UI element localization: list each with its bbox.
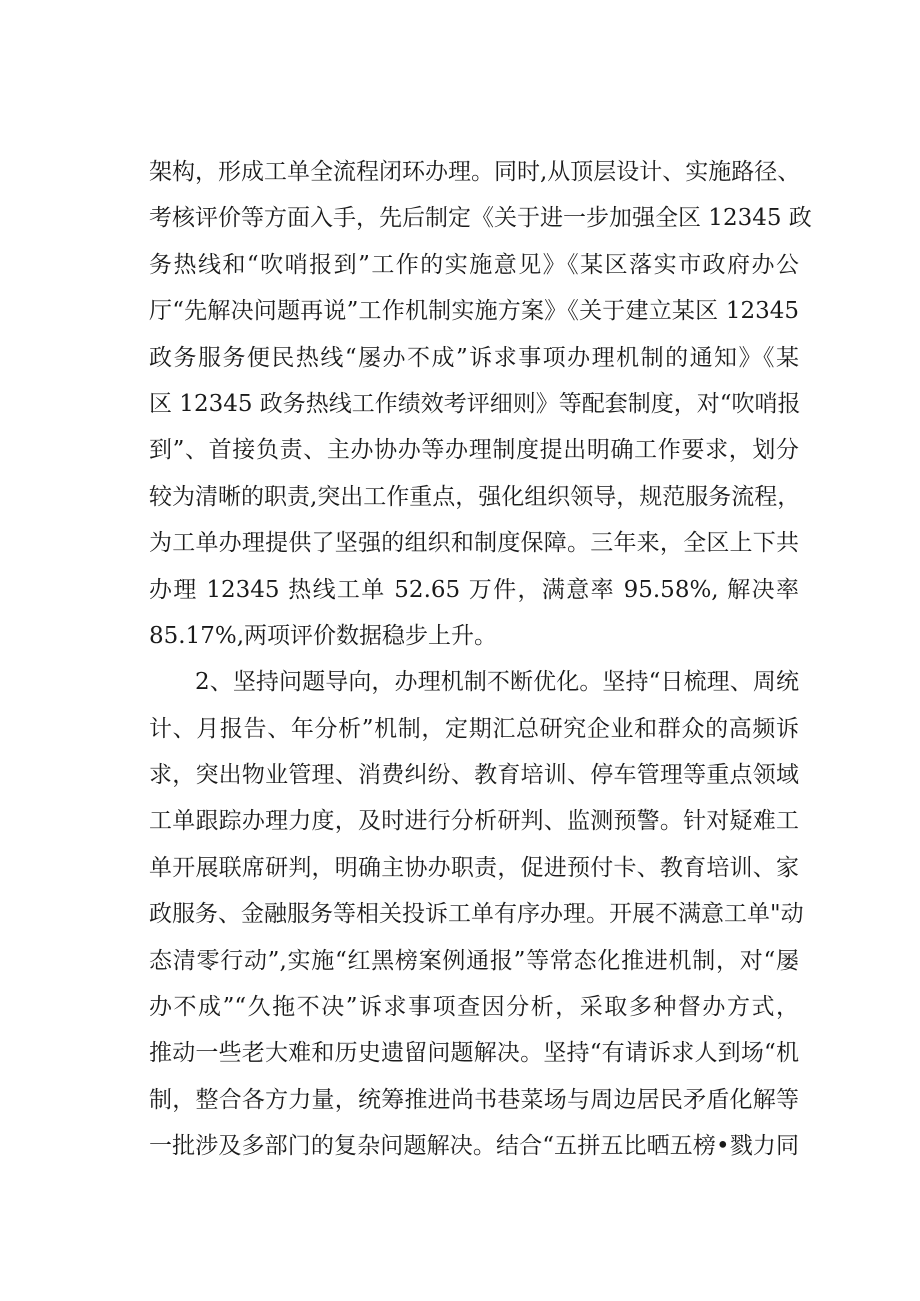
text-line: 单开展联席研判，明确主协办职责，促进预付卡、教育培训、家 [149,854,799,881]
text-line: 务热线和“吹哨报到”工作的实施意见》《某区落实市政府办公 [149,251,799,278]
text-line: 办不成”“久拖不决”诉求事项查因分析，采取多种督办方式， [149,994,799,1021]
text-line: 求，突出物业管理、消费纠纷、教育培训、停车管理等重点领域 [149,762,799,789]
text-line: 制，整合各方力量，统筹推进尚书巷菜场与周边居民矛盾化解等 [149,1086,799,1113]
text-line: 一批涉及多部门的复杂问题解决。结合“五拼五比晒五榜•戮力同 [149,1133,799,1160]
text-line: 厅“先解决问题再说”工作机制实施方案》《关于建立某区 12345 [149,298,799,325]
document-body [149,149,812,1170]
text-line: 为工单办理提供了坚强的组织和制度保障。三年来，全区上下共 [149,530,799,557]
text-line: 政务服务便民热线“屡办不成”诉求事项办理机制的通知》《某 [149,344,799,371]
text-line: 态清零行动”,实施“红黑榜案例通报”等常态化推进机制，对“屡 [149,947,799,974]
text-line: 架构，形成工单全流程闭环办理。同时,从顶层设计、实施路径、 [149,159,801,185]
text-line: 工单跟踪办理力度，及时进行分析研判、监测预警。针对疑难工 [149,808,799,835]
text-line: 区 12345 政务热线工作绩效考评细则》等配套制度，对“吹哨报 [149,390,801,417]
text-line: 考核评价等方面入手，先后制定《关于进一步加强全区 12345 政 [149,205,812,232]
text-line: 政服务、金融服务等相关投诉工单有序办理。开展不满意工单"动 [149,901,804,928]
text-line: 到”、首接负责、主办协办等办理制度提出明确工作要求，划分 [149,437,799,464]
paragraph-end-line: 85.17%,两项评价数据稳步上升。 [149,622,498,649]
text-line: 较为清晰的职责,突出工作重点，强化组织领导，规范服务流程， [149,483,801,510]
text-line: 办理 12345 热线工单 52.65 万件，满意率 95.58%, 解决率 [149,576,799,603]
text-line: 推动一些老大难和历史遗留问题解决。坚持“有请诉求人到场“机 [149,1040,799,1067]
paragraph-start-line: 2、坚持问题导向，办理机制不断优化。坚持“日梳理、周统 [195,669,799,696]
text-line: 计、月报告、年分析”机制，定期汇总研究企业和群众的高频诉 [149,715,799,742]
